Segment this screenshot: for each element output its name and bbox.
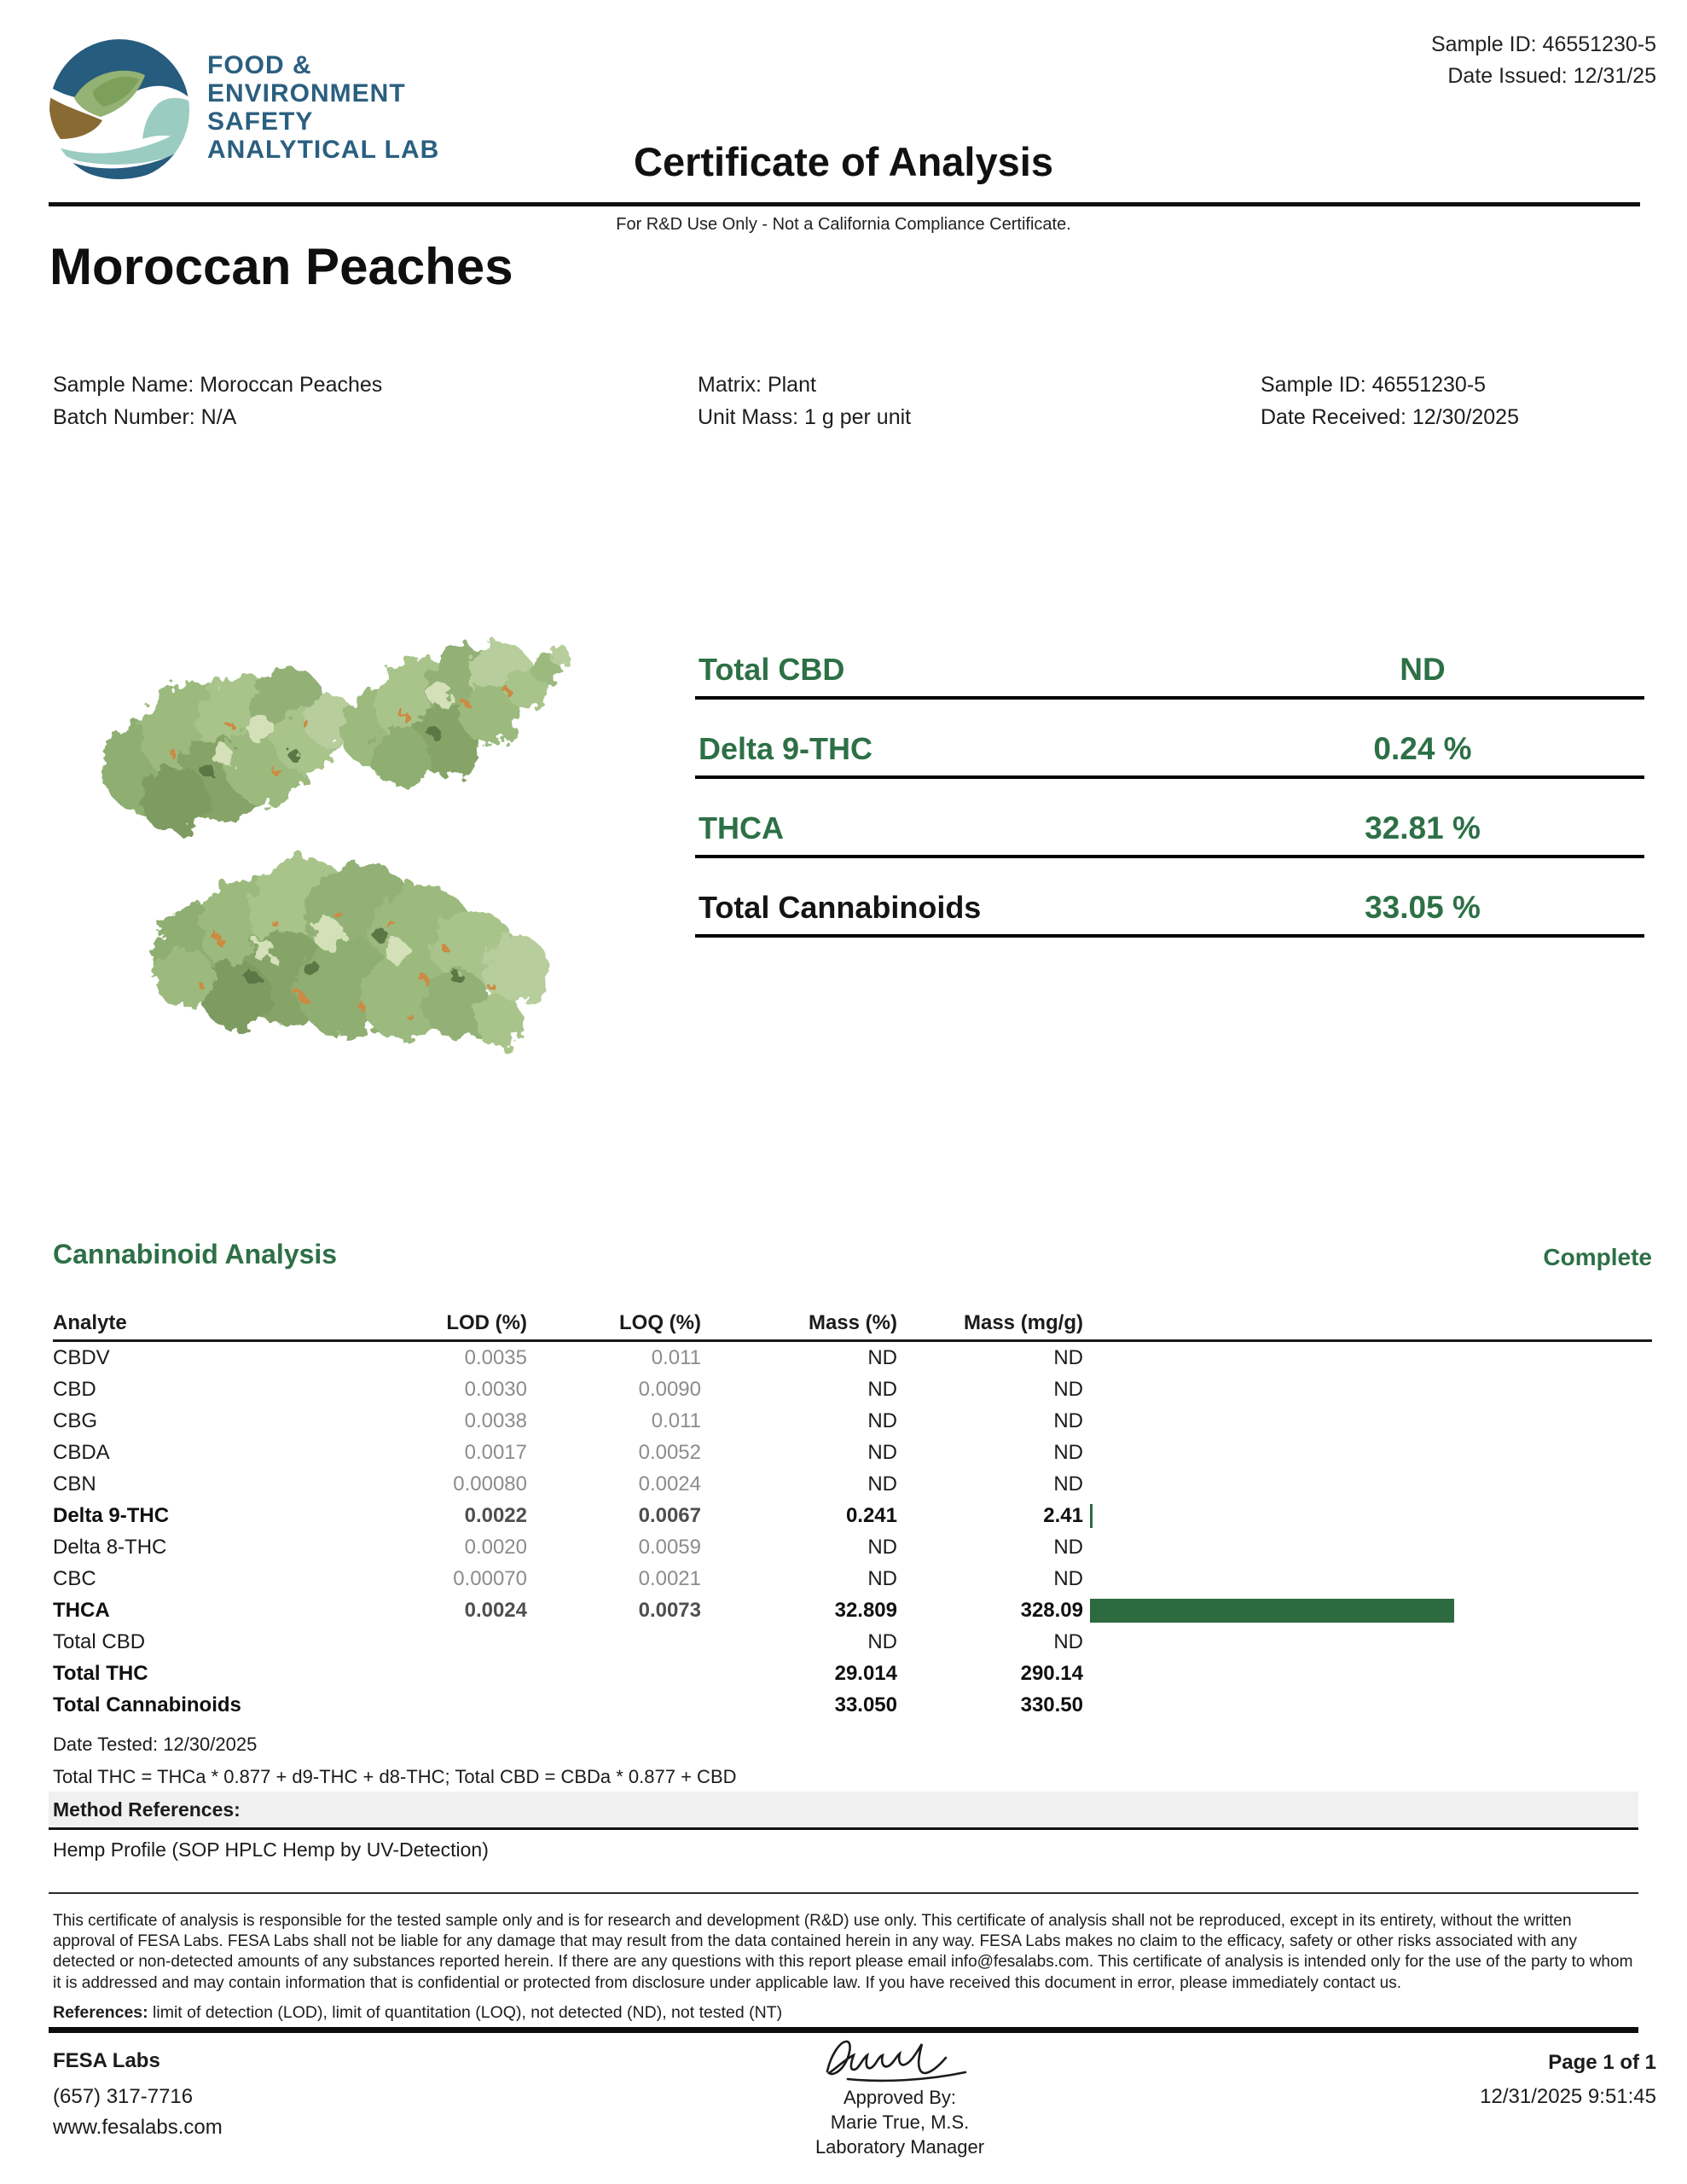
table-row: [53, 1468, 1652, 1500]
loq-value: 0.0067: [638, 1503, 701, 1527]
mass-bar-cell: [1083, 1658, 1652, 1689]
analyte-name: THCA: [53, 1598, 110, 1622]
analyte-name: Delta 9-THC: [53, 1503, 170, 1527]
lod-value: 0.0017: [464, 1440, 527, 1464]
header-sample-id: Sample ID: 46551230-5: [1430, 32, 1656, 56]
mass-mgg-value: ND: [1053, 1440, 1083, 1464]
lab-logo-wordmark: [207, 51, 439, 164]
summary-value: 0.24 %: [1373, 731, 1472, 766]
mass-mgg-value: ND: [1053, 1535, 1083, 1559]
mass-bar-cell: [1083, 1500, 1652, 1531]
mass-mgg-value: ND: [1053, 1566, 1083, 1590]
mass-bar-cell: [1083, 1689, 1652, 1721]
product-photo: [47, 473, 576, 1224]
column-header: Mass (%): [808, 1311, 897, 1334]
mass-mgg-value: 290.14: [1020, 1661, 1083, 1685]
mass-percent-value: 29.014: [834, 1661, 897, 1685]
footer-website: www.fesalabs.com: [53, 2116, 223, 2139]
analyte-name: CBG: [53, 1409, 98, 1432]
header-divider: [49, 202, 1640, 206]
lod-value: 0.0024: [464, 1598, 527, 1622]
mass-percent-value: ND: [867, 1409, 897, 1432]
analyte-name: CBD: [53, 1377, 96, 1401]
loq-value: 0.0024: [638, 1472, 701, 1496]
lod-value: 0.0022: [464, 1503, 527, 1527]
logo-line: ANALYTICAL LAB: [207, 136, 440, 164]
date-tested: Date Tested: 12/30/2025: [53, 1734, 258, 1755]
mass-bar-cell: [1083, 1531, 1652, 1563]
column-header: LOD (%): [446, 1311, 527, 1334]
document-subtitle: For R&D Use Only - Not a California Compliance Certificate.: [616, 215, 1071, 234]
mass-bar-cell: [1083, 1626, 1652, 1658]
lab-logo-icon: [49, 38, 190, 181]
mass-percent-value: ND: [867, 1535, 897, 1559]
mass-bar: [1090, 1599, 1454, 1623]
mass-bar-cell: [1083, 1468, 1652, 1500]
analyte-name: Total Cannabinoids: [53, 1693, 241, 1716]
table-row: [53, 1405, 1652, 1437]
analysis-rows: [53, 1342, 1652, 1721]
analyte-name: CBDA: [53, 1440, 110, 1464]
batch-number: Batch Number: N/A: [53, 405, 237, 429]
table-row: [53, 1531, 1652, 1563]
mass-mgg-value: ND: [1053, 1472, 1083, 1496]
footer-lab-name: FESA Labs: [53, 2049, 160, 2072]
summary-label: Total CBD: [699, 652, 845, 687]
mass-mgg-value: 328.09: [1020, 1598, 1083, 1622]
table-row: [53, 1658, 1652, 1689]
method-references-heading: Method References:: [53, 1798, 241, 1821]
matrix: Matrix: Plant: [698, 373, 816, 397]
footer-timestamp: 12/31/2025 9:51:45: [1480, 2085, 1656, 2108]
document-title: Certificate of Analysis: [634, 139, 1053, 184]
table-row: [53, 1342, 1652, 1374]
header-date-issued: Date Issued: 12/31/25: [1447, 64, 1656, 88]
sample-name: Sample Name: Moroccan Peaches: [53, 373, 383, 397]
summary-label: Total Cannabinoids: [699, 890, 982, 925]
mass-mgg-value: ND: [1053, 1377, 1083, 1401]
section-title-cannabinoid-analysis: Cannabinoid Analysis: [53, 1239, 338, 1269]
mass-bar-cell: [1083, 1563, 1652, 1594]
mass-mgg-value: 330.50: [1020, 1693, 1083, 1716]
loq-value: 0.011: [651, 1409, 701, 1432]
footer-page-number: Page 1 of 1: [1548, 2051, 1656, 2074]
table-row: [53, 1626, 1652, 1658]
disclaimer-text: This certificate of analysis is responsible for the tested sample only and is for research and development (R&D) use only. This certificate of analysis shall not be reproduced, except in its entirety, without the written approval of FESA Labs. FESA Labs shall not be liable for any damage that may result from the data contained herein in any way. FESA Labs makes no claim to the efficacy, safety or other risks associated with any detected or non-detected amounts of any substances reported herein. If there are any questions with this report please email info@fesalabs.com. This certificate of analysis is intended only for the use of the party to whom it is addressed and may contain information that is confidential or protected from disclosure under applicable law. If you have received this document in error, please immediately contact us.: [53, 1912, 1633, 1992]
analysis-header-row: [53, 1307, 1652, 1342]
loq-value: 0.0073: [638, 1598, 701, 1622]
references-body: limit of detection (LOD), limit of quantitation (LOQ), not detected (ND), not tested (NT): [148, 2003, 783, 2022]
footer-approved-by: Approved By:: [843, 2087, 957, 2108]
summary-row: [695, 632, 1644, 700]
mass-bar-cell: [1083, 1437, 1652, 1468]
mass-percent-value: 33.050: [834, 1693, 897, 1716]
lod-value: 0.00080: [453, 1472, 527, 1496]
mass-mgg-value: ND: [1053, 1629, 1083, 1653]
disclaimer-divider: [49, 1892, 1638, 1894]
references-label: References:: [53, 2003, 148, 2022]
signature-icon: [819, 2034, 981, 2083]
table-row: [53, 1374, 1652, 1405]
mass-percent-value: ND: [867, 1566, 897, 1590]
loq-value: 0.0059: [638, 1535, 701, 1559]
logo-line: SAFETY: [207, 107, 314, 136]
table-row: [53, 1437, 1652, 1468]
analyte-name: CBDV: [53, 1345, 110, 1369]
table-row: [53, 1500, 1652, 1531]
mass-bar-cell: [1083, 1342, 1652, 1374]
loq-value: 0.0021: [638, 1566, 701, 1590]
summary-label: Delta 9-THC: [699, 731, 873, 766]
summary-value: ND: [1400, 652, 1446, 687]
summary-label: THCA: [699, 810, 784, 845]
table-row: [53, 1689, 1652, 1721]
table-row: [53, 1563, 1652, 1594]
mass-percent-value: 0.241: [845, 1503, 897, 1527]
mass-mgg-value: 2.41: [1043, 1503, 1083, 1527]
mass-percent-value: ND: [867, 1345, 897, 1369]
mass-percent-value: ND: [867, 1629, 897, 1653]
summary-value: 33.05 %: [1365, 890, 1481, 925]
unit-mass: Unit Mass: 1 g per unit: [698, 405, 912, 429]
mass-percent-value: ND: [867, 1377, 897, 1401]
table-row: [53, 1594, 1652, 1626]
total-thc-formula: Total THC = THCa * 0.877 + d9-THC + d8-THC; Total CBD = CBDa * 0.877 + CBD: [53, 1766, 737, 1787]
mass-bar-cell: [1083, 1594, 1652, 1626]
summary-table: [695, 632, 1644, 950]
footer-approver-title: Laboratory Manager: [815, 2136, 985, 2158]
mass-bar-cell: [1083, 1405, 1652, 1437]
date-received: Date Received: 12/30/2025: [1261, 405, 1519, 429]
product-name: Moroccan Peaches: [49, 238, 513, 295]
summary-row: [695, 712, 1644, 779]
summary-row: [695, 791, 1644, 858]
logo-line: ENVIRONMENT: [207, 79, 406, 107]
column-header: Mass (mg/g): [963, 1311, 1083, 1334]
analyte-name: Total THC: [53, 1661, 148, 1685]
column-header: LOQ (%): [619, 1311, 701, 1334]
footer-divider: [49, 2027, 1638, 2033]
column-header: Analyte: [53, 1311, 127, 1334]
status-complete: Complete: [1543, 1244, 1652, 1270]
lod-value: 0.00070: [453, 1566, 527, 1590]
sample-id: Sample ID: 46551230-5: [1261, 373, 1487, 397]
analyte-name: CBC: [53, 1566, 96, 1590]
mass-percent-value: 32.809: [834, 1598, 897, 1622]
mass-mgg-value: ND: [1053, 1409, 1083, 1432]
mass-mgg-value: ND: [1053, 1345, 1083, 1369]
analyte-name: Total CBD: [53, 1629, 146, 1653]
analyte-name: CBN: [53, 1472, 96, 1496]
mass-bar-cell: [1083, 1374, 1652, 1405]
mass-bar: [1090, 1504, 1093, 1528]
references-line: [53, 2003, 782, 2023]
mass-percent-value: ND: [867, 1440, 897, 1464]
footer-approver: Marie True, M.S.: [830, 2111, 970, 2133]
analyte-name: Delta 8-THC: [53, 1535, 167, 1559]
lod-value: 0.0020: [464, 1535, 527, 1559]
lod-value: 0.0038: [464, 1409, 527, 1432]
mass-percent-value: ND: [867, 1472, 897, 1496]
summary-row: [695, 870, 1644, 938]
lod-value: 0.0035: [464, 1345, 527, 1369]
loq-value: 0.0090: [638, 1377, 701, 1401]
method-references-band: [49, 1792, 1638, 1830]
loq-value: 0.011: [651, 1345, 701, 1369]
logo-line: FOOD &: [207, 51, 312, 79]
loq-value: 0.0052: [638, 1440, 701, 1464]
lod-value: 0.0030: [464, 1377, 527, 1401]
summary-value: 32.81 %: [1365, 810, 1481, 845]
footer-phone: (657) 317-7716: [53, 2085, 194, 2108]
method-references-body: Hemp Profile (SOP HPLC Hemp by UV-Detection): [53, 1838, 489, 1861]
